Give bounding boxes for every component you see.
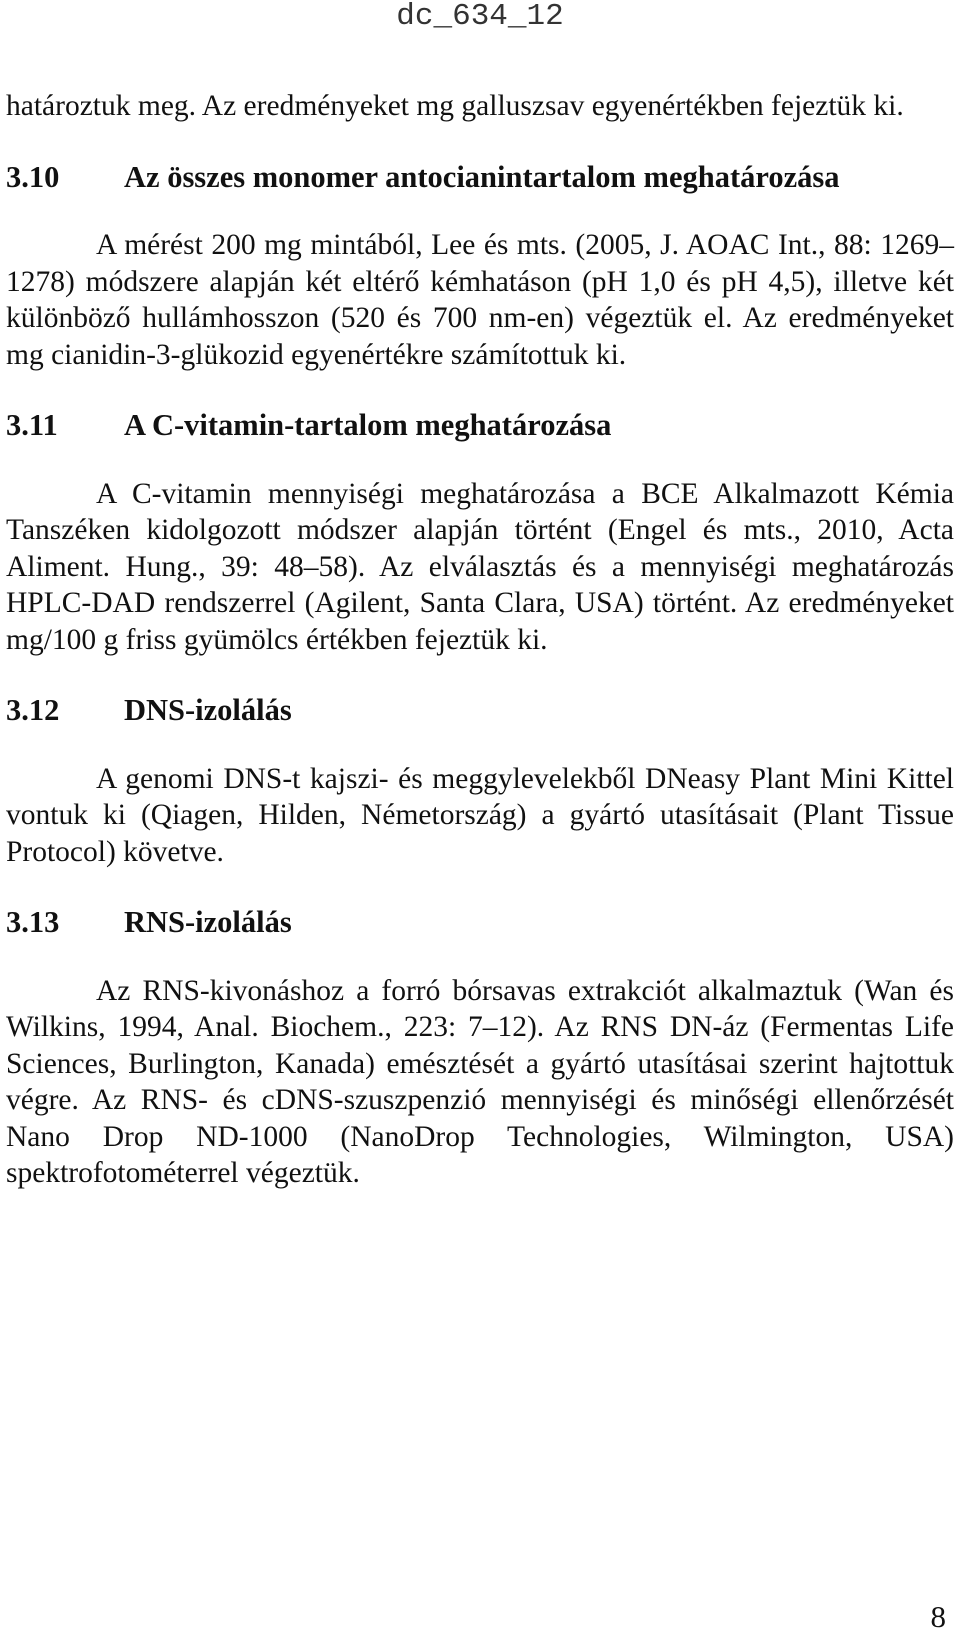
section-title: A C-vitamin-tartalom meghatározása bbox=[124, 408, 612, 442]
section-number: 3.11 bbox=[6, 408, 58, 442]
section-heading-3-11 bbox=[6, 407, 954, 444]
document-id-header: dc_634_12 bbox=[396, 0, 564, 34]
intro-paragraph: határoztuk meg. Az eredményeket mg galluszsav egyenértékben fejeztük ki. bbox=[6, 90, 904, 122]
section-body-3-13: Az RNS-kivonáshoz a forró bórsavas extrakciót alkalmaztuk (Wan és Wilkins, 1994, Anal. Biochem., 223: 7–12). Az RNS DN-áz (Fermentas Life Sciences, Burlington, Kanada) emésztését a gyártó utasításai szerint hajtottuk végre. Az RNS- és cDNS-szuszpenzió mennyiségi és minőségi ellenőrzését Nano Drop ND-1000 (NanoDrop Technologies, Wilmington, USA) spektrofotométerrel végeztük. bbox=[6, 974, 954, 1189]
section-body-3-11: A C-vitamin mennyiségi meghatározása a BCE Alkalmazott Kémia Tanszéken kidolgozott módszer alapján történt (Engel és mts., 2010, Acta Aliment. Hung., 39: 48–58). Az elválasztás és a mennyiségi meghatározás HPLC-DAD rendszerrel (Agilent, Santa Clara, USA) történt. Az eredményeket mg/100 g friss gyümölcs értékben fejeztük ki. bbox=[6, 477, 954, 656]
section-title: Az összes monomer antocianintartalom meghatározása bbox=[124, 159, 840, 194]
section-body-3-12: A genomi DNS-t kajszi- és meggylevelekből DNeasy Plant Mini Kittel vontuk ki (Qiagen, Hilden, Németország) a gyártó utasításait (Plant Tissue Protocol) követve. bbox=[6, 762, 954, 868]
page-number: 8 bbox=[930, 1599, 946, 1634]
section-heading-3-12 bbox=[6, 692, 954, 729]
section-title: RNS-izolálás bbox=[124, 905, 292, 939]
section-number: 3.12 bbox=[6, 693, 60, 727]
section-heading-3-10 bbox=[6, 159, 954, 196]
section-body-3-10: A mérést 200 mg mintából, Lee és mts. (2005, J. AOAC Int., 88: 1269–1278) módszere alapján két eltérő kémhatáson (pH 1,0 és pH 4,5), illetve két különböző hullámhosszon (520 és 700 nm-en) végeztük el. Az eredményeket mg cianidin-3-glükozid egyenértékre számítottuk ki. bbox=[6, 229, 954, 371]
page-body bbox=[6, 88, 954, 1192]
section-title: DNS-izolálás bbox=[124, 693, 292, 727]
section-heading-3-13 bbox=[6, 904, 954, 941]
section-number: 3.13 bbox=[6, 905, 60, 939]
section-number: 3.10 bbox=[6, 159, 60, 194]
